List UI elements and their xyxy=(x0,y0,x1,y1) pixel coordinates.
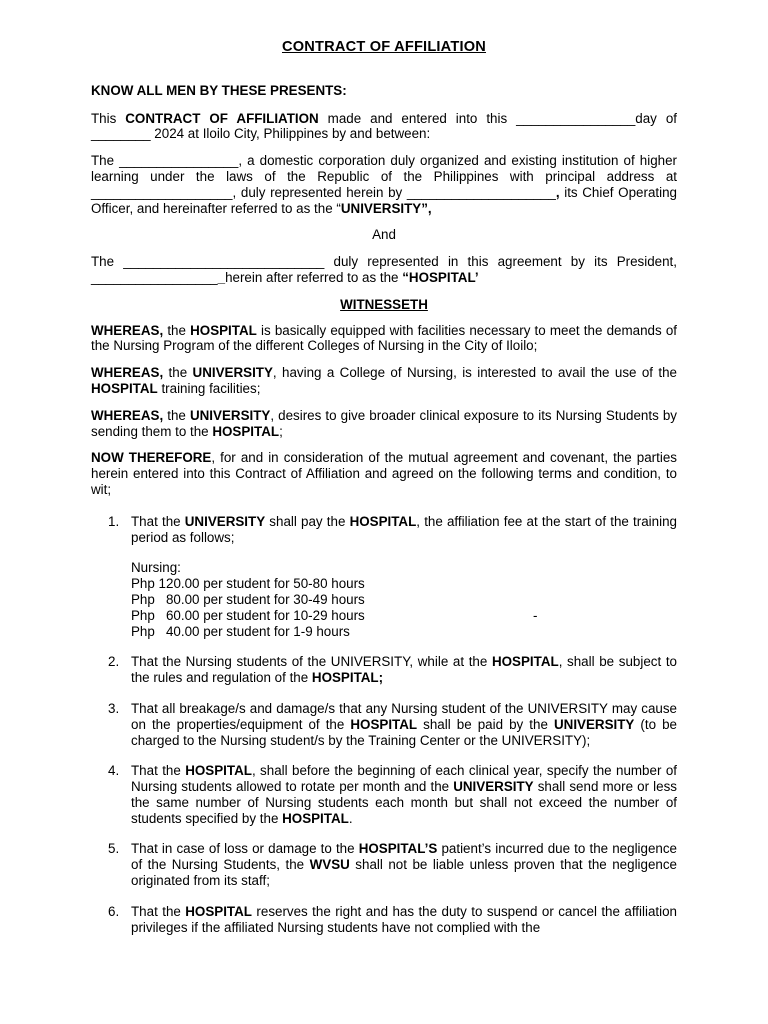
witnesseth-heading: WITNESSETH xyxy=(340,296,428,312)
terms-list xyxy=(91,514,677,936)
list-item xyxy=(91,904,677,936)
party-hospital-paragraph: The ___________________________ duly represented in this agreement by its President, __________________herein after referred to as the “HOSPITAL’ xyxy=(91,254,677,285)
fee-label: Nursing: xyxy=(131,560,181,576)
list-item xyxy=(91,514,677,640)
item-text: That the HOSPITAL, shall before the beginning of each clinical year, specify the number of Nursing students allowed to rotate per month and the UNIVERSITY shall send more or less the same number of Nursing students each month but shall not exceed the number of students specified by the HOSPITAL. xyxy=(131,763,677,826)
intro-paragraph: This CONTRACT OF AFFILIATION made and entered into this ________________day of ________ 2024 at Iloilo City, Philippines by and between: xyxy=(91,110,677,142)
item-number: 3. xyxy=(108,700,120,716)
item-number: 2. xyxy=(108,654,120,670)
item-text: That the UNIVERSITY shall pay the HOSPITAL, the affiliation fee at the start of the training period as follows; xyxy=(131,513,677,545)
whereas-paragraph-3: WHEREAS, the UNIVERSITY, desires to give broader clinical exposure to its Nursing Students by sending them to the HOSPITAL; xyxy=(91,407,678,439)
item-text: That in case of loss or damage to the HOSPITAL’S patient’s incurred due to the negligence of the Nursing Students, the WVSU shall not be liable unless proven that the negligence originated from its staff; xyxy=(131,841,677,889)
document-body xyxy=(91,40,677,950)
item-number: 4. xyxy=(108,763,120,779)
list-item xyxy=(91,701,677,748)
list-item xyxy=(91,763,677,826)
item-text: That the Nursing students of the UNIVERSITY, while at the HOSPITAL, shall be subject to the rules and regulation of the HOSPITAL; xyxy=(131,654,677,686)
document-title: CONTRACT OF AFFILIATION xyxy=(281,39,487,55)
fee-row: Php 120.00 per student for 50-80 hours xyxy=(131,576,365,592)
and-separator: And xyxy=(372,227,396,243)
whereas-paragraph-2: WHEREAS, the UNIVERSITY, having a College of Nursing, is interested to avail the use of the HOSPITAL training facilities; xyxy=(91,365,677,396)
item-text: That the HOSPITAL reserves the right and has the duty to suspend or cancel the affiliation privileges if the affiliated Nursing students have not complied with the xyxy=(131,903,677,935)
list-item xyxy=(91,654,677,686)
party-university-paragraph: The ________________, a domestic corporation duly organized and existing institution of higher learning under the laws of the Republic of the Philippines with principal address at ___________________, duly represented herein by ____________________, its Chief Operating Officer, and hereinafter referred to as the “UNIVERSITY”, xyxy=(91,153,677,216)
fee-schedule xyxy=(131,560,677,639)
item-number: 1. xyxy=(108,513,120,529)
fee-row: Php 40.00 per student for 1-9 hours xyxy=(131,623,350,639)
now-therefore-paragraph: NOW THEREFORE, for and in consideration of the mutual agreement and covenant, the parties herein entered into this Contract of Affiliation and agreed on the following terms and condition, to wit; xyxy=(91,450,677,497)
list-item xyxy=(91,841,677,888)
item-text: That all breakage/s and damage/s that any Nursing student of the UNIVERSITY may cause on the properties/equipment of the HOSPITAL shall be paid by the UNIVERSITY (to be charged to the Nursing student/s by the Training Center or the UNIVERSITY); xyxy=(131,700,677,748)
item-number: 5. xyxy=(108,841,120,857)
fee-row: Php 80.00 per student for 30-49 hours xyxy=(131,591,365,607)
dash-mark: - xyxy=(533,607,538,623)
fee-row: Php 60.00 per student for 10-29 hours - xyxy=(131,607,538,623)
preamble-heading: KNOW ALL MEN BY THESE PRESENTS: xyxy=(91,82,347,98)
item-number: 6. xyxy=(108,903,120,919)
whereas-paragraph-1: WHEREAS, the HOSPITAL is basically equipped with facilities necessary to meet the demands of the Nursing Program of the different Colleges of Nursing in the City of Iloilo; xyxy=(91,322,677,354)
